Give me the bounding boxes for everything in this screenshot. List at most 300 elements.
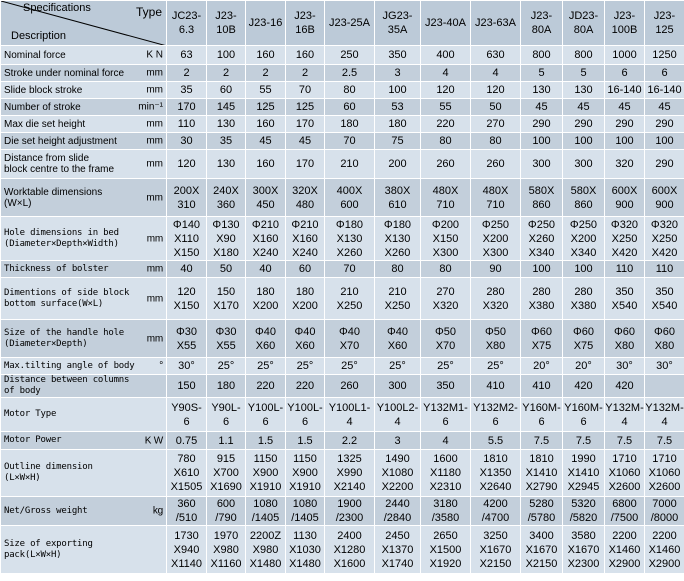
table-cell: 20° bbox=[563, 358, 605, 375]
table-cell: 3 bbox=[375, 65, 421, 82]
table-cell: 2 bbox=[207, 65, 246, 82]
row-label-cell bbox=[1, 99, 167, 116]
table-cell: 600X 900 bbox=[605, 179, 645, 217]
table-cell: 25° bbox=[471, 358, 521, 375]
model-header-cell: J23-16 bbox=[246, 1, 286, 46]
table-cell: Φ320 X250 X420 bbox=[605, 217, 645, 261]
table-cell: Y160M- 6 bbox=[521, 398, 563, 432]
table-cell: 25° bbox=[207, 358, 246, 375]
table-row bbox=[1, 261, 684, 278]
table-row bbox=[1, 526, 684, 574]
model-header-cell: J23- 80A bbox=[521, 1, 563, 46]
table-cell: 2200 X1460 X2900 bbox=[605, 526, 645, 574]
table-cell: Y100L1- 4 bbox=[325, 398, 375, 432]
row-label-cell bbox=[1, 217, 167, 261]
table-cell: 580X 860 bbox=[563, 179, 605, 217]
table-cell: 60 bbox=[207, 82, 246, 99]
row-label: Distance from slide block centre to the frame bbox=[4, 153, 115, 175]
table-cell: 170 bbox=[286, 150, 325, 179]
model-header-cell: J23-40A bbox=[421, 1, 471, 46]
row-unit: ° bbox=[159, 360, 163, 372]
table-cell: 1970 X980 X1160 bbox=[207, 526, 246, 574]
table-cell: 3580 X1670 X2300 bbox=[563, 526, 605, 574]
table-cell: 145 bbox=[207, 99, 246, 116]
table-cell: 1150 X900 X1910 bbox=[246, 450, 286, 497]
table-cell: Φ60 X75 bbox=[563, 320, 605, 358]
row-unit: mm bbox=[146, 118, 163, 130]
table-row bbox=[1, 375, 684, 398]
table-cell: 300 bbox=[563, 150, 605, 179]
table-cell: 1990 X1410 X2945 bbox=[563, 450, 605, 497]
table-cell: 80 bbox=[421, 261, 471, 278]
table-cell: 1.5 bbox=[246, 432, 286, 450]
table-cell: 2400 X1280 X1600 bbox=[325, 526, 375, 574]
row-unit: mm bbox=[146, 333, 163, 344]
row-label-cell bbox=[1, 116, 167, 133]
row-label: Number of stroke bbox=[4, 101, 81, 113]
table-cell: 180 bbox=[325, 116, 375, 133]
row-label-cell bbox=[1, 432, 167, 450]
table-cell: 210 X250 bbox=[375, 278, 421, 320]
table-cell: 125 bbox=[246, 99, 286, 116]
table-cell: 45 bbox=[645, 99, 684, 116]
table-cell: 5 bbox=[521, 65, 563, 82]
row-label-cell bbox=[1, 358, 167, 375]
table-cell: 160 bbox=[246, 150, 286, 179]
table-cell: 210 X250 bbox=[325, 278, 375, 320]
table-cell: 260 bbox=[325, 375, 375, 398]
row-label: Die set height adjustment bbox=[4, 135, 117, 147]
table-cell: Φ40 X60 bbox=[246, 320, 286, 358]
table-cell: 100 bbox=[521, 261, 563, 278]
row-unit: mm bbox=[146, 293, 163, 304]
table-cell: 6 bbox=[645, 65, 684, 82]
table-cell: 280 X320 bbox=[471, 278, 521, 320]
table-cell: 1.5 bbox=[286, 432, 325, 450]
table-cell: Y100L- 6 bbox=[246, 398, 286, 432]
table-cell: 150 bbox=[167, 375, 207, 398]
table-cell: 120 bbox=[471, 82, 521, 99]
table-cell: 1080 /1405 bbox=[246, 497, 286, 526]
table-cell: 60 bbox=[286, 261, 325, 278]
table-cell: 220 bbox=[286, 375, 325, 398]
table-cell: 100 bbox=[521, 133, 563, 150]
table-cell: 110 bbox=[645, 261, 684, 278]
table-cell: 2650 X1500 X1920 bbox=[421, 526, 471, 574]
table-cell: 6800 /7500 bbox=[605, 497, 645, 526]
table-cell: 70 bbox=[325, 261, 375, 278]
table-cell: 160 bbox=[246, 46, 286, 65]
table-cell: 180 X200 bbox=[246, 278, 286, 320]
table-cell: Y90L- 6 bbox=[207, 398, 246, 432]
table-cell: 580X 860 bbox=[521, 179, 563, 217]
table-cell: Φ50 X70 bbox=[421, 320, 471, 358]
row-label-cell bbox=[1, 320, 167, 358]
table-cell: 75 bbox=[375, 133, 421, 150]
table-cell: 1730 X940 X1140 bbox=[167, 526, 207, 574]
table-cell: 16-140 bbox=[605, 82, 645, 99]
table-cell: 130 bbox=[563, 82, 605, 99]
row-label: Net/Gross weight bbox=[4, 505, 88, 516]
table-cell: 400 bbox=[421, 46, 471, 65]
table-cell: 60 bbox=[325, 99, 375, 116]
table-row bbox=[1, 432, 684, 450]
table-cell: 25° bbox=[375, 358, 421, 375]
row-label-cell bbox=[1, 46, 167, 65]
table-cell: 125 bbox=[286, 99, 325, 116]
table-cell: Φ180 X130 X260 bbox=[325, 217, 375, 261]
table-cell: Y132M- 4 bbox=[645, 398, 684, 432]
row-label: Dimentions of side block bottom surface(W×L) bbox=[4, 287, 130, 309]
table-cell: 350 bbox=[421, 375, 471, 398]
table-cell: 6 bbox=[605, 65, 645, 82]
table-cell: 40 bbox=[246, 261, 286, 278]
table-cell: 7.5 bbox=[521, 432, 563, 450]
row-label: Nominal force bbox=[4, 49, 66, 61]
table-row bbox=[1, 150, 684, 179]
table-cell: 2 bbox=[286, 65, 325, 82]
table-cell: 290 bbox=[521, 116, 563, 133]
table-cell: 30 bbox=[167, 133, 207, 150]
row-label: Distance between columns of body bbox=[4, 375, 130, 396]
row-label: Worktable dimensions (W×L) bbox=[4, 186, 103, 209]
table-cell: 16-140 bbox=[645, 82, 684, 99]
row-label: Motor Type bbox=[4, 409, 57, 419]
row-unit: mm bbox=[146, 158, 163, 170]
table-cell: 80 bbox=[325, 82, 375, 99]
description-label: Description bbox=[11, 30, 67, 42]
table-cell: 35 bbox=[207, 133, 246, 150]
table-cell: 630 bbox=[471, 46, 521, 65]
table-cell: 50 bbox=[207, 261, 246, 278]
table-cell: 250 bbox=[325, 46, 375, 65]
table-cell: 7.5 bbox=[605, 432, 645, 450]
table-cell: 170 bbox=[286, 116, 325, 133]
table-cell: 4 bbox=[471, 65, 521, 82]
table-cell: 25° bbox=[421, 358, 471, 375]
table-cell: 780 X610 X1505 bbox=[167, 450, 207, 497]
row-label: Outline dimension (L×W×H) bbox=[4, 462, 93, 483]
table-cell: 1810 X1350 X2640 bbox=[471, 450, 521, 497]
row-label-cell bbox=[1, 150, 167, 179]
table-cell: 45 bbox=[605, 99, 645, 116]
table-cell: 45 bbox=[246, 133, 286, 150]
model-header-cell: JG23- 35A bbox=[375, 1, 421, 46]
table-cell: Y132M- 4 bbox=[605, 398, 645, 432]
table-cell: 5280 /5780 bbox=[521, 497, 563, 526]
table-cell: 270 bbox=[471, 116, 521, 133]
table-row bbox=[1, 358, 684, 375]
table-cell: 180 bbox=[375, 116, 421, 133]
table-cell: 80 bbox=[375, 261, 421, 278]
table-cell: 320 bbox=[605, 150, 645, 179]
row-label: Max.tilting angle of body bbox=[4, 360, 135, 371]
model-header-cell: JD23- 80A bbox=[563, 1, 605, 46]
table-cell: 5 bbox=[563, 65, 605, 82]
row-label-cell bbox=[1, 497, 167, 526]
table-cell: 290 bbox=[605, 116, 645, 133]
table-cell: 3400 X1670 X2150 bbox=[521, 526, 563, 574]
table-cell: Φ200 X150 X300 bbox=[421, 217, 471, 261]
table-cell: 300 bbox=[521, 150, 563, 179]
row-label-cell bbox=[1, 261, 167, 278]
table-cell: Φ320 X250 X420 bbox=[645, 217, 684, 261]
table-cell: 3250 X1670 X2150 bbox=[471, 526, 521, 574]
table-cell: 2450 X1370 X1740 bbox=[375, 526, 421, 574]
table-cell: Φ40 X70 bbox=[325, 320, 375, 358]
table-cell: 120 bbox=[421, 82, 471, 99]
table-cell: 2 bbox=[246, 65, 286, 82]
table-cell: 45 bbox=[286, 133, 325, 150]
header-row bbox=[1, 1, 684, 46]
table-row bbox=[1, 46, 684, 65]
table-cell: 110 bbox=[167, 116, 207, 133]
table-cell: 400X 600 bbox=[325, 179, 375, 217]
table-cell: 30° bbox=[167, 358, 207, 375]
table-cell: 0.75 bbox=[167, 432, 207, 450]
table-cell: 55 bbox=[421, 99, 471, 116]
table-cell: Φ40 X60 bbox=[286, 320, 325, 358]
table-cell: 260 bbox=[471, 150, 521, 179]
table-row bbox=[1, 65, 684, 82]
table-cell: 4 bbox=[421, 432, 471, 450]
model-header-cell: J23- 10B bbox=[207, 1, 246, 46]
table-cell: 420 bbox=[605, 375, 645, 398]
table-cell: 20° bbox=[521, 358, 563, 375]
table-cell: 7.5 bbox=[563, 432, 605, 450]
row-unit: min⁻¹ bbox=[138, 101, 163, 113]
table-cell: 80 bbox=[421, 133, 471, 150]
row-label-cell bbox=[1, 526, 167, 574]
table-cell: Φ50 X80 bbox=[471, 320, 521, 358]
row-unit: mm bbox=[146, 84, 163, 96]
table-cell: 30° bbox=[645, 358, 684, 375]
table-cell: 70 bbox=[286, 82, 325, 99]
table-cell: 100 bbox=[563, 133, 605, 150]
table-row bbox=[1, 82, 684, 99]
table-cell bbox=[645, 375, 684, 398]
table-cell: 2440 /2840 bbox=[375, 497, 421, 526]
table-row bbox=[1, 179, 684, 217]
table-cell: 100 bbox=[563, 261, 605, 278]
table-cell: 350 bbox=[375, 46, 421, 65]
table-cell: Φ30 X55 bbox=[167, 320, 207, 358]
row-label: Size of exporting pack(L×W×H) bbox=[4, 538, 93, 560]
table-cell: Φ60 X75 bbox=[521, 320, 563, 358]
table-cell: 1710 X1060 X2600 bbox=[645, 450, 684, 497]
table-cell: Y160M- 6 bbox=[563, 398, 605, 432]
table-cell: 40 bbox=[167, 261, 207, 278]
row-unit: mm bbox=[146, 263, 163, 275]
row-label-cell bbox=[1, 82, 167, 99]
table-cell: 5320 /5820 bbox=[563, 497, 605, 526]
table-row bbox=[1, 99, 684, 116]
model-header-cell: J23-63A bbox=[471, 1, 521, 46]
table-cell: 4200 /4700 bbox=[471, 497, 521, 526]
table-cell: Φ180 X130 X260 bbox=[375, 217, 421, 261]
table-cell: 1.1 bbox=[207, 432, 246, 450]
table-cell: Φ60 X80 bbox=[605, 320, 645, 358]
table-cell: 420 bbox=[563, 375, 605, 398]
table-cell: Φ30 X55 bbox=[207, 320, 246, 358]
table-cell: Y132M2- 6 bbox=[471, 398, 521, 432]
table-cell: 220 bbox=[421, 116, 471, 133]
table-cell: 480X 710 bbox=[421, 179, 471, 217]
row-label-cell bbox=[1, 65, 167, 82]
table-cell: 70 bbox=[325, 133, 375, 150]
table-cell: 290 bbox=[645, 116, 684, 133]
table-cell: Φ210 X160 X240 bbox=[286, 217, 325, 261]
table-cell: 5.5 bbox=[471, 432, 521, 450]
table-cell: 320X 480 bbox=[286, 179, 325, 217]
table-cell: 300 bbox=[375, 375, 421, 398]
table-cell: 2.2 bbox=[325, 432, 375, 450]
table-cell: 160 bbox=[286, 46, 325, 65]
table-cell: 1130 X1030 X1480 bbox=[286, 526, 325, 574]
table-cell: 480X 710 bbox=[471, 179, 521, 217]
table-cell: Φ130 X90 X180 bbox=[207, 217, 246, 261]
row-label-cell bbox=[1, 375, 167, 398]
table-cell: 35 bbox=[167, 82, 207, 99]
table-cell: 280 X380 bbox=[521, 278, 563, 320]
table-cell: 53 bbox=[375, 99, 421, 116]
type-label: Type bbox=[135, 5, 162, 19]
row-unit: mm bbox=[146, 192, 163, 203]
table-cell: 150 X170 bbox=[207, 278, 246, 320]
table-cell: 110 bbox=[605, 261, 645, 278]
model-header-cell: JC23- 6.3 bbox=[167, 1, 207, 46]
model-header-cell: J23- 100B bbox=[605, 1, 645, 46]
table-cell: 120 X150 bbox=[167, 278, 207, 320]
table-row bbox=[1, 116, 684, 133]
table-cell: 25° bbox=[325, 358, 375, 375]
row-label: Hole dimensions in bed (Diameter×Depth×Width) bbox=[4, 227, 119, 249]
table-cell: 30° bbox=[605, 358, 645, 375]
table-cell: 260 bbox=[421, 150, 471, 179]
row-label-cell bbox=[1, 450, 167, 497]
table-cell: 2 bbox=[167, 65, 207, 82]
table-cell: 1810 X1410 X2790 bbox=[521, 450, 563, 497]
table-row bbox=[1, 133, 684, 150]
table-cell: 3180 /3580 bbox=[421, 497, 471, 526]
table-cell: 600 /790 bbox=[207, 497, 246, 526]
table-cell: 270 X320 bbox=[421, 278, 471, 320]
table-cell: 45 bbox=[521, 99, 563, 116]
specifications-label: Specifications bbox=[23, 2, 91, 14]
table-cell: 290 bbox=[563, 116, 605, 133]
table-cell: 2200Z X980 X1480 bbox=[246, 526, 286, 574]
table-cell: 130 bbox=[207, 116, 246, 133]
table-cell: 240X 360 bbox=[207, 179, 246, 217]
table-cell: 100 bbox=[605, 133, 645, 150]
table-cell: 200 bbox=[375, 150, 421, 179]
table-cell: 200X 310 bbox=[167, 179, 207, 217]
table-cell: Φ140 X110 X150 bbox=[167, 217, 207, 261]
table-cell: 170 bbox=[167, 99, 207, 116]
table-cell: Y100L- 6 bbox=[286, 398, 325, 432]
table-cell: 2.5 bbox=[325, 65, 375, 82]
table-cell: 25° bbox=[286, 358, 325, 375]
row-label-cell bbox=[1, 398, 167, 432]
table-cell: Φ250 X200 X340 bbox=[563, 217, 605, 261]
header-corner-cell bbox=[1, 1, 167, 46]
table-cell: 800 bbox=[521, 46, 563, 65]
table-cell: 280 X380 bbox=[563, 278, 605, 320]
table-row bbox=[1, 398, 684, 432]
table-cell: 90 bbox=[471, 261, 521, 278]
table-cell: 1080 /1405 bbox=[286, 497, 325, 526]
table-row bbox=[1, 450, 684, 497]
table-cell: 410 bbox=[471, 375, 521, 398]
model-header-cell: J23- 125 bbox=[645, 1, 684, 46]
table-cell: 160 bbox=[246, 116, 286, 133]
table-cell: 1710 X1060 X2600 bbox=[605, 450, 645, 497]
row-unit: mm bbox=[146, 135, 163, 147]
model-header-cell: J23- 16B bbox=[286, 1, 325, 46]
table-cell: 180 X200 bbox=[286, 278, 325, 320]
table-cell: 210 bbox=[325, 150, 375, 179]
table-cell: 1250 bbox=[645, 46, 684, 65]
table-row bbox=[1, 497, 684, 526]
row-label-cell bbox=[1, 278, 167, 320]
table-cell: 120 bbox=[167, 150, 207, 179]
row-unit: mm bbox=[146, 67, 163, 79]
table-cell: Φ40 X60 bbox=[375, 320, 421, 358]
table-cell: 220 bbox=[246, 375, 286, 398]
row-label: Motor Power bbox=[4, 435, 62, 445]
table-cell: 100 bbox=[375, 82, 421, 99]
table-cell: 600X 900 bbox=[645, 179, 684, 217]
table-cell: Φ250 X200 X300 bbox=[471, 217, 521, 261]
row-unit: K W bbox=[144, 435, 163, 446]
table-cell: Φ60 X80 bbox=[645, 320, 684, 358]
row-label: Thickness of bolster bbox=[4, 263, 109, 274]
table-cell: 300X 450 bbox=[246, 179, 286, 217]
row-unit: mm bbox=[146, 233, 163, 244]
table-cell: Y90S- 6 bbox=[167, 398, 207, 432]
table-cell: 4 bbox=[421, 65, 471, 82]
table-row bbox=[1, 320, 684, 358]
table-cell: 360 /510 bbox=[167, 497, 207, 526]
table-cell: 130 bbox=[521, 82, 563, 99]
table-cell: 180 bbox=[207, 375, 246, 398]
table-cell: 1000 bbox=[605, 46, 645, 65]
row-unit: kg bbox=[152, 505, 163, 517]
table-cell: 380X 610 bbox=[375, 179, 421, 217]
table-cell: Y100L2- 4 bbox=[375, 398, 421, 432]
table-cell: 130 bbox=[207, 150, 246, 179]
table-cell: 63 bbox=[167, 46, 207, 65]
table-cell: 1900 /2300 bbox=[325, 497, 375, 526]
row-label: Slide block stroke bbox=[4, 84, 83, 96]
table-cell: 290 bbox=[645, 150, 684, 179]
table-cell: 80 bbox=[471, 133, 521, 150]
table-cell: 350 X540 bbox=[605, 278, 645, 320]
row-label: Size of the handle hole (Diameter×Depth) bbox=[4, 327, 125, 349]
table-row bbox=[1, 278, 684, 320]
row-label-cell bbox=[1, 133, 167, 150]
row-label: Stroke under nominal force bbox=[4, 67, 125, 79]
table-cell: Y132M1- 6 bbox=[421, 398, 471, 432]
table-row bbox=[1, 217, 684, 261]
table-cell: 25° bbox=[246, 358, 286, 375]
table-cell: 1325 X990 X2140 bbox=[325, 450, 375, 497]
table-cell: Φ250 X260 X340 bbox=[521, 217, 563, 261]
table-cell: Φ210 X160 X240 bbox=[246, 217, 286, 261]
table-cell: 350 X540 bbox=[645, 278, 684, 320]
table-cell: 1600 X1180 X2310 bbox=[421, 450, 471, 497]
table-cell: 410 bbox=[521, 375, 563, 398]
